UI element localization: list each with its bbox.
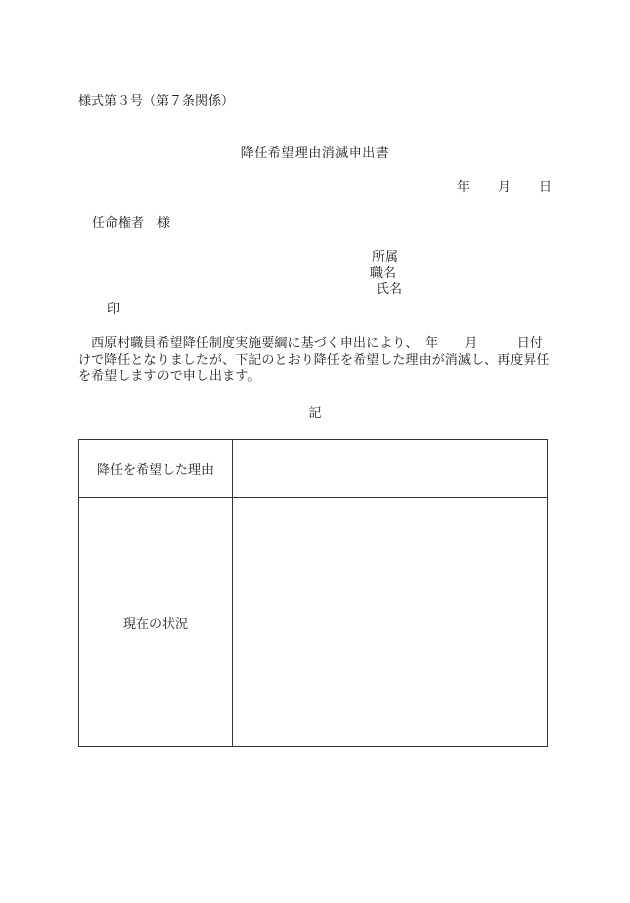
- applicant-block: [370, 250, 402, 298]
- table-row: [79, 498, 548, 747]
- position-label: 職名: [370, 266, 397, 281]
- reason-value-cell[interactable]: [233, 440, 548, 498]
- date-year-label: 年: [457, 180, 471, 195]
- form-number: 様式第３号（第７条関係）: [78, 94, 235, 109]
- reason-label: 降任を希望した理由: [79, 440, 233, 498]
- current-status-label: 現在の状況: [79, 498, 233, 747]
- current-status-value-cell[interactable]: [233, 498, 548, 747]
- table-row: [79, 440, 548, 498]
- document-title: 降任希望理由消滅申出書: [240, 146, 390, 161]
- body-paragraph: 西原村職員希望降任制度実施要綱に基づく申出により、 年 月 日付けで降任となりましたが、下記のとおり降任を希望した理由が消滅し、再度昇任を希望しますので申し出ます。: [78, 336, 550, 384]
- name-label: 氏名: [376, 282, 403, 297]
- details-table: [78, 439, 548, 747]
- date-line: [457, 180, 552, 196]
- affiliation-label: 所属: [372, 250, 399, 265]
- seal-mark: 印: [107, 302, 121, 317]
- date-day-label: 日: [539, 180, 553, 195]
- note-heading: 記: [308, 406, 322, 421]
- addressee: 任命権者 様: [92, 216, 171, 231]
- date-month-label: 月: [498, 180, 512, 195]
